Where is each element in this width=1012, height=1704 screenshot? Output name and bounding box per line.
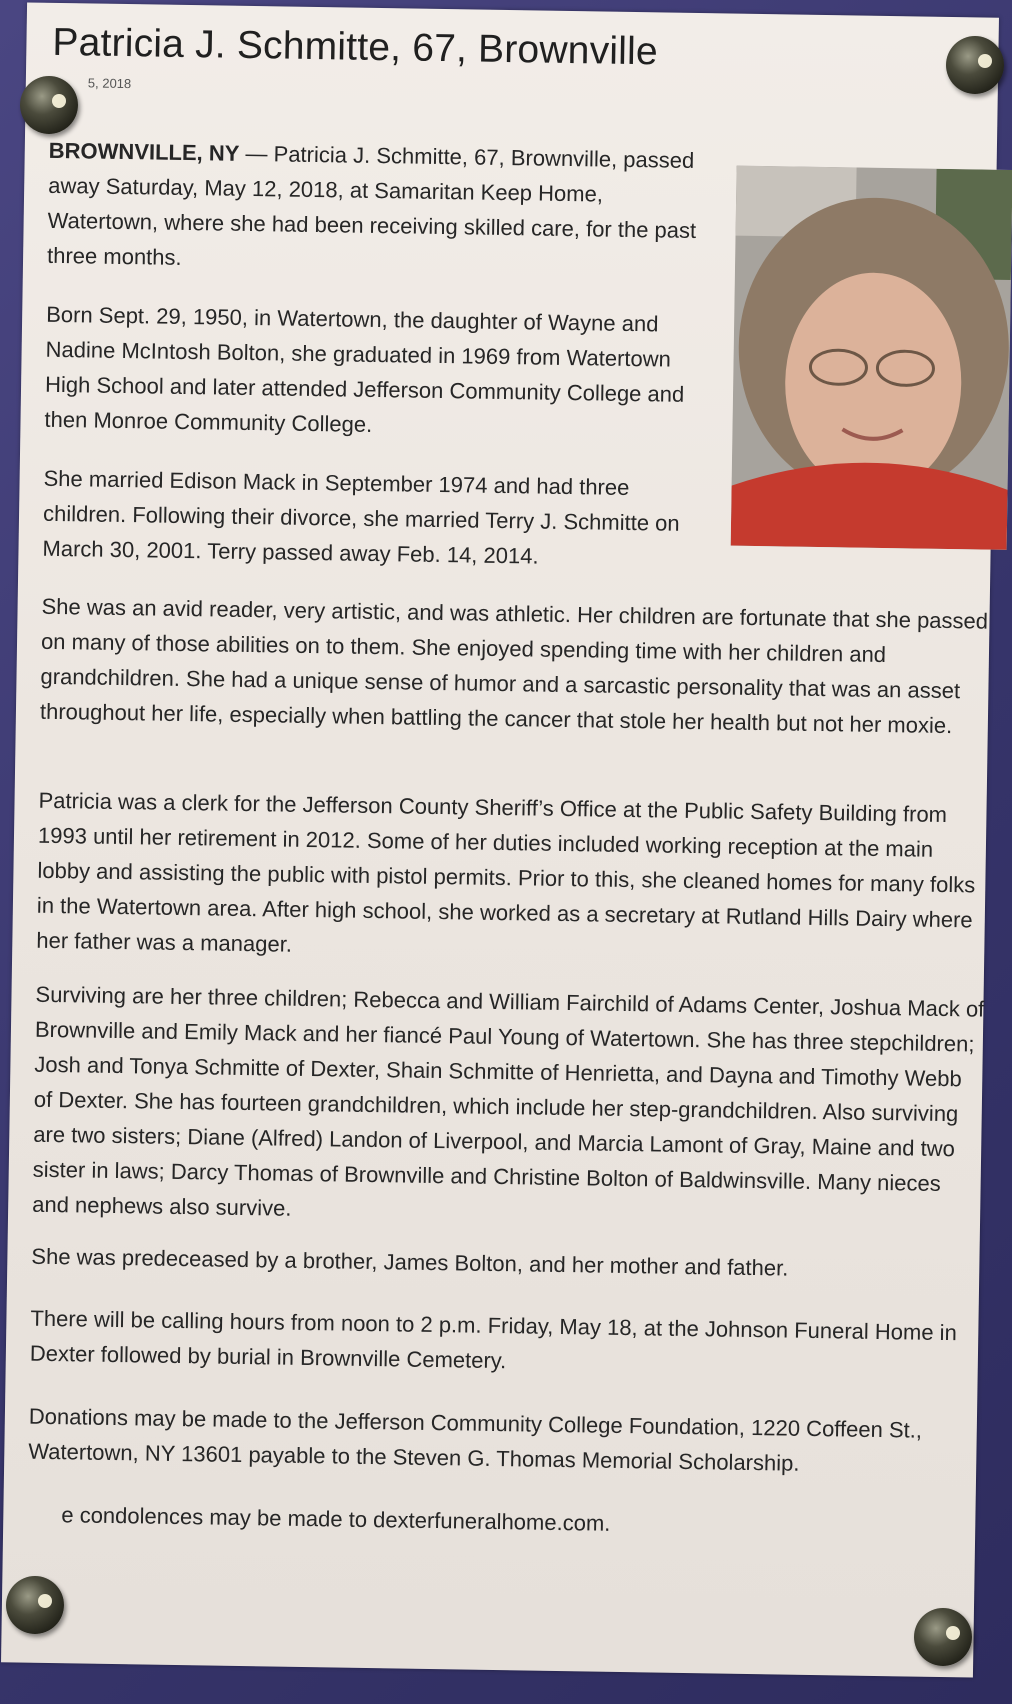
thumbtack-icon [6, 1576, 64, 1634]
paragraph-2: Born Sept. 29, 1950, in Watertown, the daughter of Wayne and Nadine McIntosh Bolton, she graduated in 1969 from Watertown High School and later attended Jefferson Community College and then Monroe Community College. [44, 301, 685, 437]
paragraph-5: Patricia was a clerk for the Jefferson County Sheriff’s Office at the Public Safety Building from 1993 until her retirement in 2012. Some of her duties included working reception at the main lobby and assisting the public with pistol permits. Prior to this, she cleaned homes for many folks in the Watertown area. After high school, she worked as a secretary at Rutland Hills Dairy where her father was a manager. [36, 787, 976, 957]
thumbtack-icon [946, 36, 1004, 94]
thumbtack-icon [914, 1608, 972, 1666]
publish-date: 5, 2018 [87, 75, 132, 92]
paragraph-8: There will be calling hours from noon to 2 p.m. Friday, May 18, at the Johnson Funeral Home in Dexter followed by burial in Brownville Cemetery. [29, 1305, 957, 1374]
paragraph-4: She was an avid reader, very artistic, and was athletic. Her children are fortunate that she passed on many of those abilities on to them. She enjoyed spending time with her children and grandchildren. She had a unique sense of humor and a sarcastic personality that was an asset throughout her life, especially when battling the cancer that stole her health but not her moxie. [39, 593, 989, 739]
portrait-photo [731, 166, 1012, 550]
paragraph-10: e condolences may be made to dexterfuneralhome.com. [61, 1502, 611, 1536]
thumbtack-icon [20, 76, 78, 134]
portrait-photo-icon [731, 166, 1012, 550]
paragraph-9: Donations may be made to the Jefferson Community College Foundation, 1220 Coffeen St., Watertown, NY 13601 payable to the Steven G. Thomas Memorial Scholarship. [28, 1403, 923, 1476]
obituary-title: Patricia J. Schmitte, 67, Brownville [52, 20, 659, 74]
paragraph-1-text: — Patricia J. Schmitte, 67, Brownville, passed away Saturday, May 12, 2018, at Samaritan Keep Home, Watertown, where she had been receiving skilled care, for the past three months. [46, 140, 697, 270]
dateline: BROWNVILLE, NY [48, 137, 240, 166]
paragraph-6: Surviving are her three children; Rebecca and William Fairchild of Adams Center, Joshua Mack of Brownville and Emily Mack and her fiancé Paul Young of Watertown. She has three stepchildren; Josh and Tonya Schmitte of Dexter, Shain Schmitte of Henrietta, and Dayna and Timothy Webb of Dexter. She has fourteen grandchildren, which include her step-grandchildren. Also surviving are two sisters; Diane (Alfred) Landon of Liverpool, and Marcia Lamont of Gray, Maine and two sister in laws; Darcy Thomas of Brownville and Christine Bolton of Baldwinsville. Many nieces and nephews also survive. [32, 981, 985, 1221]
obituary-paper [1, 2, 999, 1677]
paragraph-3: She married Edison Mack in September 1974 and had three children. Following their divorce, she married Terry J. Schmitte on March 30, 2001. Terry passed away Feb. 14, 2014. [42, 465, 680, 569]
paragraph-1 [47, 133, 719, 284]
paragraph-7: She was predeceased by a brother, James Bolton, and her mother and father. [31, 1243, 789, 1281]
